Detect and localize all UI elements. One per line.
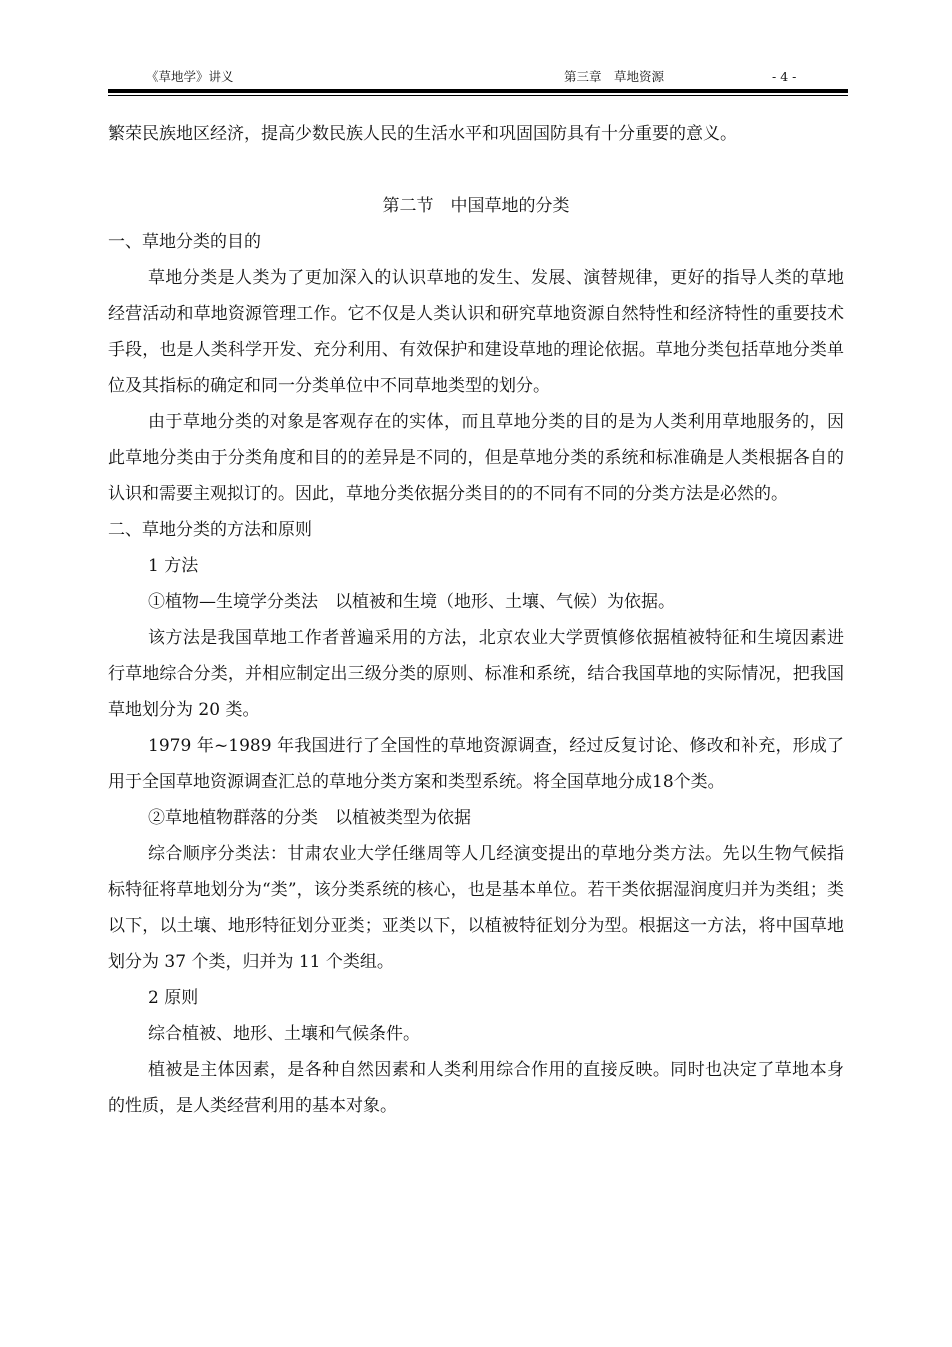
paragraph: 繁荣民族地区经济，提高少数民族人民的生活水平和巩固国防具有十分重要的意义。 <box>108 124 737 144</box>
subheading-method: 1 方法 <box>148 556 199 576</box>
document-body <box>108 116 844 1124</box>
paragraph: 草地分类是人类为了更加深入的认识草地的发生、发展、演替规律，更好的指导人类的草地经营活动和草地资源管理工作。它不仅是人类认识和研究草地资源自然特性和经济特性的重要技术手段，也是人类科学开发、充分利用、有效保护和建设草地的理论依据。草地分类包括草地分类单位及其指标的确定和同一分类单位中不同草地类型的划分。 <box>108 268 844 396</box>
paragraph: 1979 年~1989 年我国进行了全国性的草地资源调查，经过反复讨论、修改和补充，形成了用于全国草地资源调查汇总的草地分类方案和类型系统。将全国草地分成18个类。 <box>108 736 844 792</box>
paragraph: 由于草地分类的对象是客观存在的实体，而且草地分类的目的是为人类利用草地服务的，因此草地分类由于分类角度和目的的差异是不同的，但是草地分类的系统和标准确是人类根据各自的认识和需要主观拟订的。因此，草地分类依据分类目的的不同有不同的分类方法是必然的。 <box>108 412 844 504</box>
header-rule-thick <box>108 89 848 93</box>
paragraph: 综合植被、地形、土壤和气候条件。 <box>148 1024 420 1044</box>
section-title: 第二节 中国草地的分类 <box>382 196 570 216</box>
page-header <box>108 66 844 88</box>
header-chapter: 第三章 草地资源 <box>564 69 665 84</box>
subheading-principle: 2 原则 <box>148 988 199 1008</box>
method-item-1: ①植物—生境学分类法 以植被和生境（地形、土壤、气候）为依据。 <box>148 592 675 612</box>
header-rule-thin <box>108 95 848 96</box>
heading-2: 二、草地分类的方法和原则 <box>108 520 312 540</box>
method-item-2: ②草地植物群落的分类 以植被类型为依据 <box>148 808 471 828</box>
paragraph: 植被是主体因素，是各种自然因素和人类利用综合作用的直接反映。同时也决定了草地本身的性质，是人类经营利用的基本对象。 <box>108 1060 844 1116</box>
header-page-number: - 4 - <box>772 69 797 84</box>
paragraph: 该方法是我国草地工作者普遍采用的方法，北京农业大学贾慎修依据植被特征和生境因素进行草地综合分类，并相应制定出三级分类的原则、标准和系统，结合我国草地的实际情况，把我国草地划分为 20 类。 <box>108 628 844 720</box>
paragraph: 综合顺序分类法：甘肃农业大学任继周等人几经演变提出的草地分类方法。先以生物气候指标特征将草地划分为“类”，该分类系统的核心，也是基本单位。若干类依据湿润度归并为类组；类以下，以土壤、地形特征划分亚类；亚类以下，以植被特征划分为型。根据这一方法，将中国草地划分为 37 个类，归并为 11 个类组。 <box>108 844 844 972</box>
header-book-title: 《草地学》讲义 <box>146 69 234 84</box>
heading-1: 一、草地分类的目的 <box>108 232 261 252</box>
